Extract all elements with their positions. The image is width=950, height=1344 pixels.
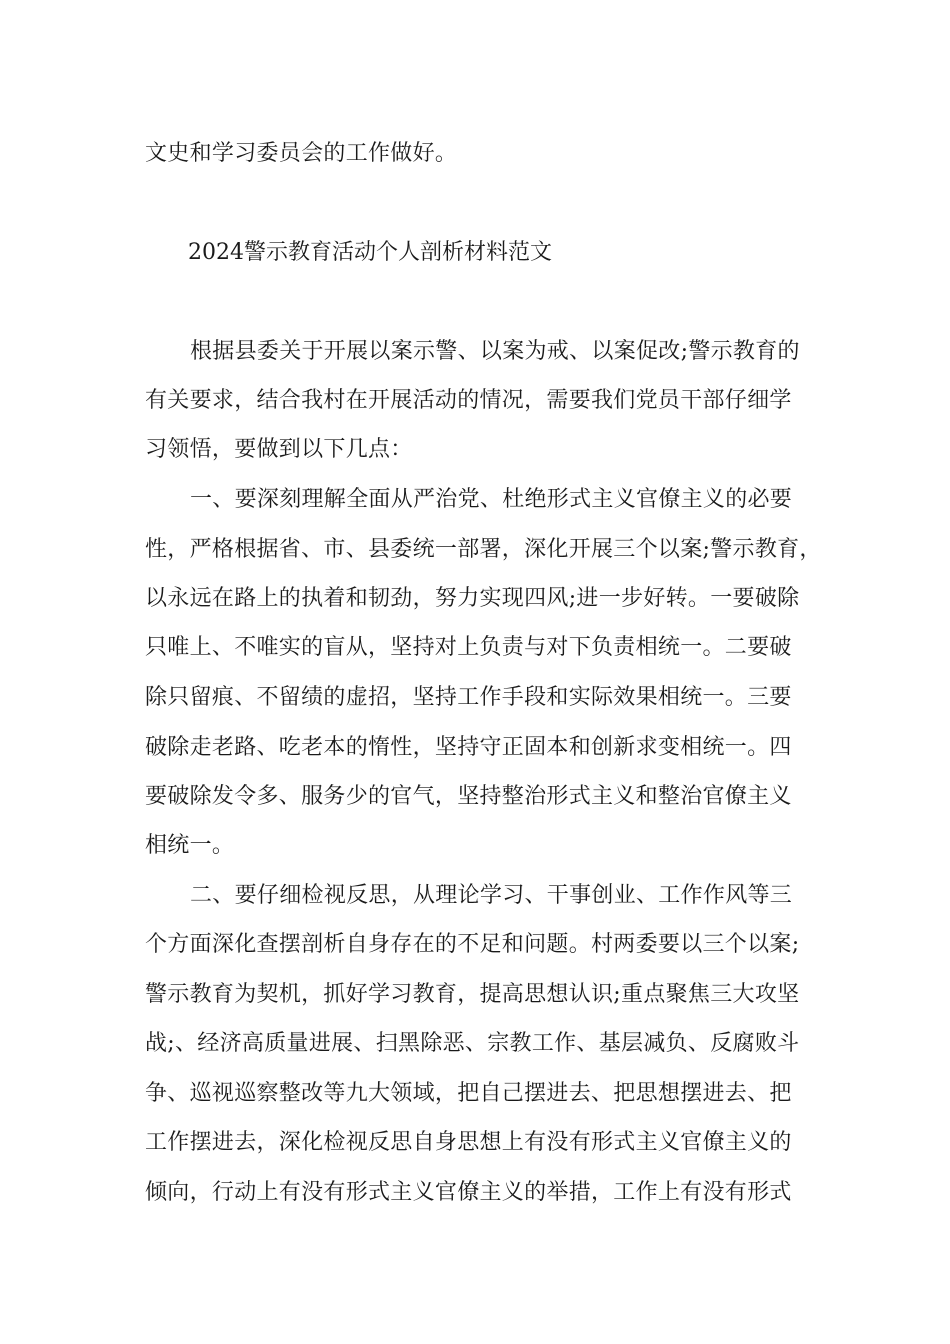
- text-line: 只唯上、不唯实的盲从，坚持对上负责与对下负责相统一。二要破: [145, 635, 792, 660]
- text-line: 要破除发令多、服务少的官气，坚持整治形式主义和整治官僚主义: [145, 784, 792, 809]
- text-line: 性，严格根据省、市、县委统一部署，深化开展三个以案;警示教育，: [145, 537, 822, 562]
- text-line: 一、要深刻理解全面从严治党、杜绝形式主义官僚主义的必要: [190, 487, 793, 512]
- text-line: 倾向，行动上有没有形式主义官僚主义的举措，工作上有没有形式: [145, 1180, 792, 1205]
- text-line: 根据县委关于开展以案示警、以案为戒、以案促改;警示教育的: [190, 339, 800, 364]
- document-title: 2024警示教育活动个人剖析材料范文: [188, 240, 552, 265]
- text-line: 二、要仔细检视反思，从理论学习、干事创业、工作作风等三: [190, 883, 793, 908]
- text-line: 除只留痕、不留绩的虚招，坚持工作手段和实际效果相统一。三要: [145, 685, 792, 710]
- text-line: 破除走老路、吃老本的惰性，坚持守正固本和创新求变相统一。四: [145, 735, 792, 760]
- text-line: 个方面深化查摆剖析自身存在的不足和问题。村两委要以三个以案;: [145, 932, 800, 957]
- text-line: 习领悟，要做到以下几点：: [145, 437, 413, 462]
- text-line: 工作摆进去，深化检视反思自身思想上有没有形式主义官僚主义的: [145, 1130, 792, 1155]
- text-line: 战;、经济高质量进展、扫黑除恶、宗教工作、基层减负、反腐败斗: [145, 1031, 800, 1056]
- text-line: 以永远在路上的执着和韧劲，努力实现四风;进一步好转。一要破除: [145, 586, 800, 611]
- text-line: 警示教育为契机，抓好学习教育，提高思想认识;重点聚焦三大攻坚: [145, 982, 800, 1007]
- text-line: 相统一。: [145, 833, 235, 858]
- text-line: 争、巡视巡察整改等九大领域，把自己摆进去、把思想摆进去、把: [145, 1081, 792, 1106]
- text-line: 有关要求，结合我村在开展活动的情况，需要我们党员干部仔细学: [145, 388, 792, 413]
- continued-text-line: 文史和学习委员会的工作做好。: [145, 141, 458, 166]
